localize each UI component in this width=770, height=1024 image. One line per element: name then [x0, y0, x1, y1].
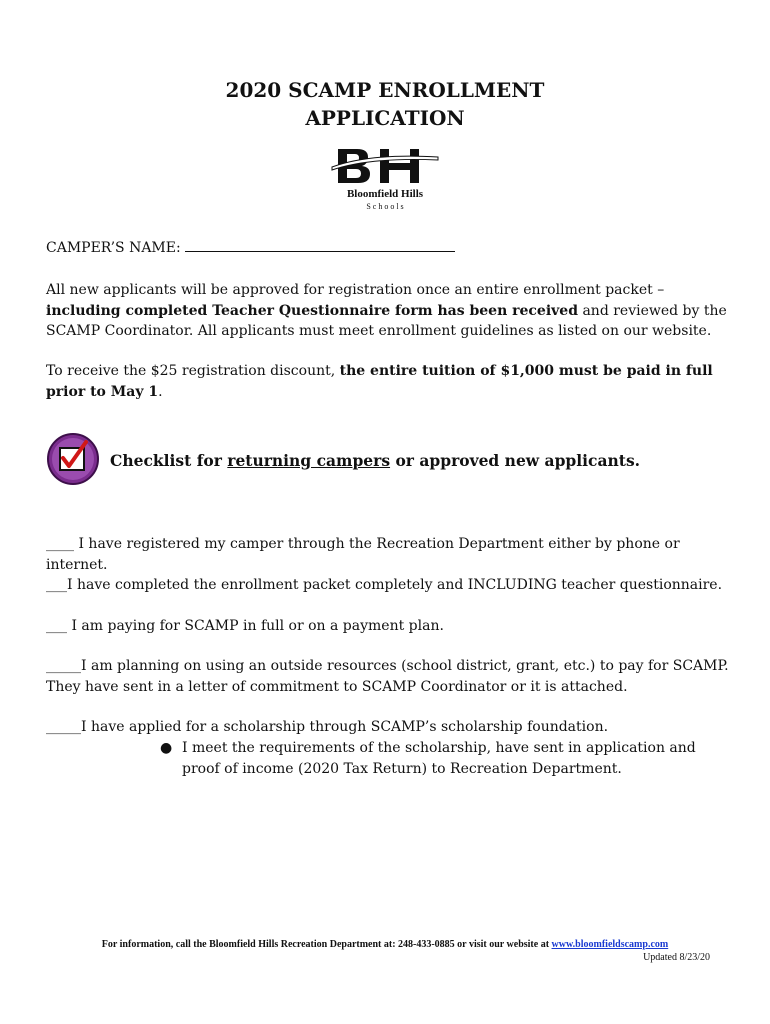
paragraph1-part2: and reviewed by the SCAMP Coordinator. All applicants must meet enrollment guidelines as listed on our website. [46, 302, 727, 339]
bh-monogram [332, 149, 438, 183]
footer-text: For information, call the Bloomfield Hills Recreation Department at: 248-433-0885 or visit our website at [101, 939, 552, 950]
checklist-title [110, 450, 640, 472]
checklist-item-scholarship[interactable]: _____I have applied for a scholarship through SCAMP’s scholarship foundation. [46, 719, 609, 735]
paragraph2-part1: To receive the $25 registration discount, [46, 363, 340, 379]
paragraph2-part2: . [158, 383, 163, 400]
page-title [0, 76, 770, 132]
logo-name: Bloomfield Hills [346, 188, 424, 200]
checklist-title-part2: or approved new applicants. [390, 451, 641, 470]
bullet-dot-icon: ● [160, 740, 173, 756]
logo-subtitle: S c h o o l s [366, 202, 404, 211]
title-line-1: 2020 SCAMP ENROLLMENT [225, 78, 545, 102]
bloomfield-hills-logo [330, 143, 440, 213]
title-line-2: APPLICATION [305, 106, 465, 130]
checklist-item-outside-resources[interactable]: _____I am planning on using an outside resources (school district, grant, etc.) to pay for SCAMP. They have sent in a letter of commitment to SCAMP Coordinator or it is attached. [46, 658, 729, 695]
campers-name-blank[interactable] [185, 239, 455, 252]
website-link[interactable]: www.bloomfieldscamp.com [551, 939, 669, 950]
paragraph1-bold: including completed Teacher Questionnaire form has been received [46, 302, 578, 319]
campers-name-field[interactable] [46, 238, 736, 259]
updated-date: Updated 8/23/20 [643, 952, 710, 963]
checklist-item-registered[interactable]: ____ I have registered my camper through the Recreation Department either by phone or internet. [46, 536, 680, 573]
checklist-title-underlined: returning campers [227, 451, 391, 470]
campers-name-label: CAMPER’S NAME: [46, 240, 181, 256]
scholarship-bullet-text: I meet the requirements of the scholarship, have sent in application and proof of income (2020 Tax Return) to Recreation Department. [182, 740, 696, 777]
footer-info [0, 938, 770, 951]
paragraph2-bold: the entire tuition of $1,000 must be paid in full prior to May 1 [46, 363, 713, 400]
checkbox-checked-icon [46, 432, 100, 486]
checklist-title-part1: Checklist for [110, 451, 228, 470]
enrollment-paragraph [46, 280, 736, 342]
paragraph1-part1: All new applicants will be approved for registration once an entire enrollment packet – [46, 282, 665, 298]
checklist-item-packet[interactable]: ___I have completed the enrollment packet completely and INCLUDING teacher questionnaire. [46, 577, 723, 593]
discount-paragraph [46, 361, 736, 402]
checklist-item-payment[interactable]: ___ I am paying for SCAMP in full or on a payment plan. [46, 618, 444, 634]
scholarship-bullet [160, 738, 735, 779]
